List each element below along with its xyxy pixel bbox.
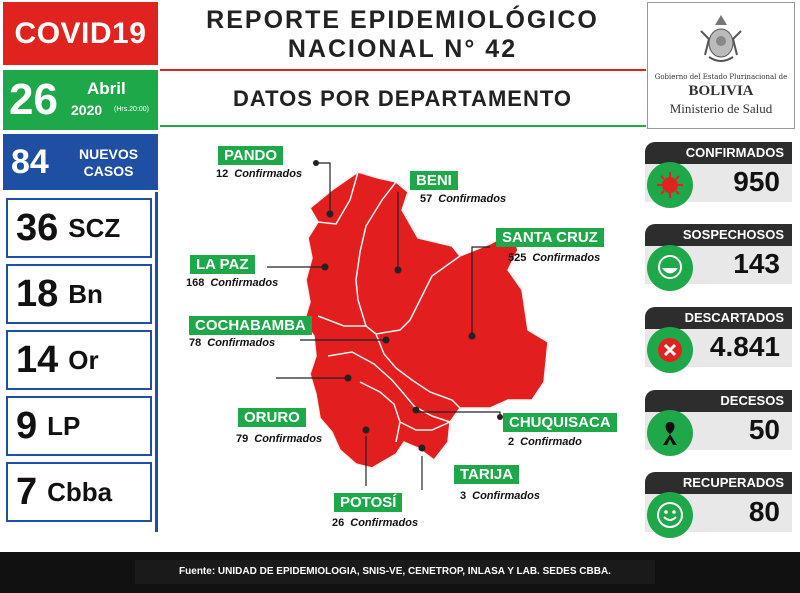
count-label: Confirmados <box>234 168 303 180</box>
count-label: Confirmados <box>472 490 540 502</box>
stat-decesos-value: 50 <box>748 414 780 445</box>
smile-icon <box>647 492 693 538</box>
count-value: 79 <box>236 433 249 445</box>
map-count-santacruz <box>508 252 600 264</box>
stat-sospechosos-label: SOSPECHOSOS <box>645 224 792 246</box>
map-tag-potosi: POTOSÍ <box>334 493 402 512</box>
dept-abbrev: Bn <box>68 278 103 309</box>
stat-descartados-value: 4.841 <box>709 331 780 362</box>
new-cases-value: 84 <box>11 143 49 181</box>
title-line1: REPORTE EPIDEMIOLÓGICO <box>206 6 599 34</box>
dept-abbrev: LP <box>47 410 81 441</box>
map-count-chuquisaca <box>508 436 582 448</box>
count-value: 525 <box>508 252 527 264</box>
ministry-logo <box>647 2 795 129</box>
dept-new-count: 7 <box>16 470 38 513</box>
x-mark-icon <box>647 327 693 373</box>
divider <box>160 69 646 71</box>
count-value: 57 <box>420 193 433 205</box>
stat-confirmados-value: 950 <box>733 166 780 197</box>
new-cases-label-line1: NUEVOS <box>79 146 139 162</box>
logo-line3: Ministerio de Salud <box>669 101 773 116</box>
dept-abbrev: Cbba <box>47 476 113 507</box>
date-badge <box>3 70 158 130</box>
virus-icon <box>647 162 693 208</box>
map-count-beni <box>420 193 506 205</box>
count-value: 78 <box>189 337 202 349</box>
page-subtitle: DATOS POR DEPARTAMENTO <box>233 86 572 111</box>
date-month: Abril <box>87 79 126 98</box>
dept-abbrev: SCZ <box>68 212 121 243</box>
count-label: Confirmados <box>207 337 276 349</box>
map-count-oruro <box>236 433 322 445</box>
title-line2: NACIONAL N° 42 <box>287 35 518 63</box>
map-count-tarija <box>460 490 540 502</box>
list-item <box>6 330 152 390</box>
count-value: 168 <box>186 277 205 289</box>
date-day: 26 <box>9 75 58 124</box>
stat-sospechosos-value: 143 <box>733 248 780 279</box>
map-count-potosi <box>332 517 418 529</box>
stat-descartados-label: DESCARTADOS <box>645 307 792 329</box>
source-note: Fuente: UNIDAD DE EPIDEMIOLOGIA, SNIS-VE, CENETROP, INLASA Y LAB. SEDES CBBA. <box>135 560 655 584</box>
department-new-cases-list <box>3 192 158 532</box>
count-label: Confirmados <box>350 517 419 529</box>
new-cases-badge <box>3 134 158 190</box>
map-tag-santacruz: SANTA CRUZ <box>496 228 604 247</box>
map-tag-chuquisaca: CHUQUISACA <box>503 413 617 432</box>
list-item <box>6 462 152 522</box>
map-tag-pando: PANDO <box>218 146 283 165</box>
coat-of-arms-icon <box>691 9 751 69</box>
list-item <box>6 396 152 456</box>
date-hour: (Hrs.20:00) <box>114 106 150 113</box>
mask-icon <box>647 245 693 291</box>
count-value: 3 <box>460 490 467 502</box>
map-count-cochabamba <box>189 337 275 349</box>
dept-new-count: 36 <box>16 206 59 249</box>
count-label: Confirmados <box>254 433 323 445</box>
mourning-ribbon-icon <box>647 410 693 456</box>
map-tag-oruro: ORURO <box>238 408 306 427</box>
new-cases-label-line2: CASOS <box>83 163 134 179</box>
stat-recuperados-label: RECUPERADOS <box>645 472 792 494</box>
date-year: 2020 <box>71 102 103 118</box>
map-tag-tarija: TARIJA <box>454 465 519 484</box>
dept-abbrev: Or <box>68 344 99 375</box>
stat-recuperados-value: 80 <box>748 496 780 527</box>
count-label: Confirmados <box>438 193 507 205</box>
count-label: Confirmados <box>532 252 601 264</box>
new-cases-label <box>79 146 138 180</box>
map-tag-lapaz: LA PAZ <box>190 255 255 274</box>
logo-line1: Gobierno del Estado Plurinacional de <box>654 73 788 81</box>
logo-line2: BOLIVIA <box>688 83 754 99</box>
count-label: Confirmados <box>210 277 279 289</box>
count-value: 12 <box>216 168 229 180</box>
list-item <box>6 264 152 324</box>
dept-new-count: 18 <box>16 272 59 315</box>
count-value: 26 <box>332 517 345 529</box>
map-count-pando <box>216 168 302 180</box>
page-title <box>160 6 645 64</box>
divider <box>160 125 646 127</box>
map-tag-beni: BENI <box>410 171 458 190</box>
covid-badge: COVID19 <box>3 2 158 65</box>
stat-decesos-label: DECESOS <box>645 390 792 412</box>
map-tag-cochabamba: COCHABAMBA <box>189 316 312 335</box>
count-label: Confirmado <box>520 436 582 448</box>
count-value: 2 <box>508 436 515 448</box>
list-item <box>6 198 152 258</box>
stat-confirmados-label: CONFIRMADOS <box>645 142 792 164</box>
map-count-lapaz <box>186 277 278 289</box>
dept-new-count: 14 <box>16 338 59 381</box>
dept-new-count: 9 <box>16 404 38 447</box>
